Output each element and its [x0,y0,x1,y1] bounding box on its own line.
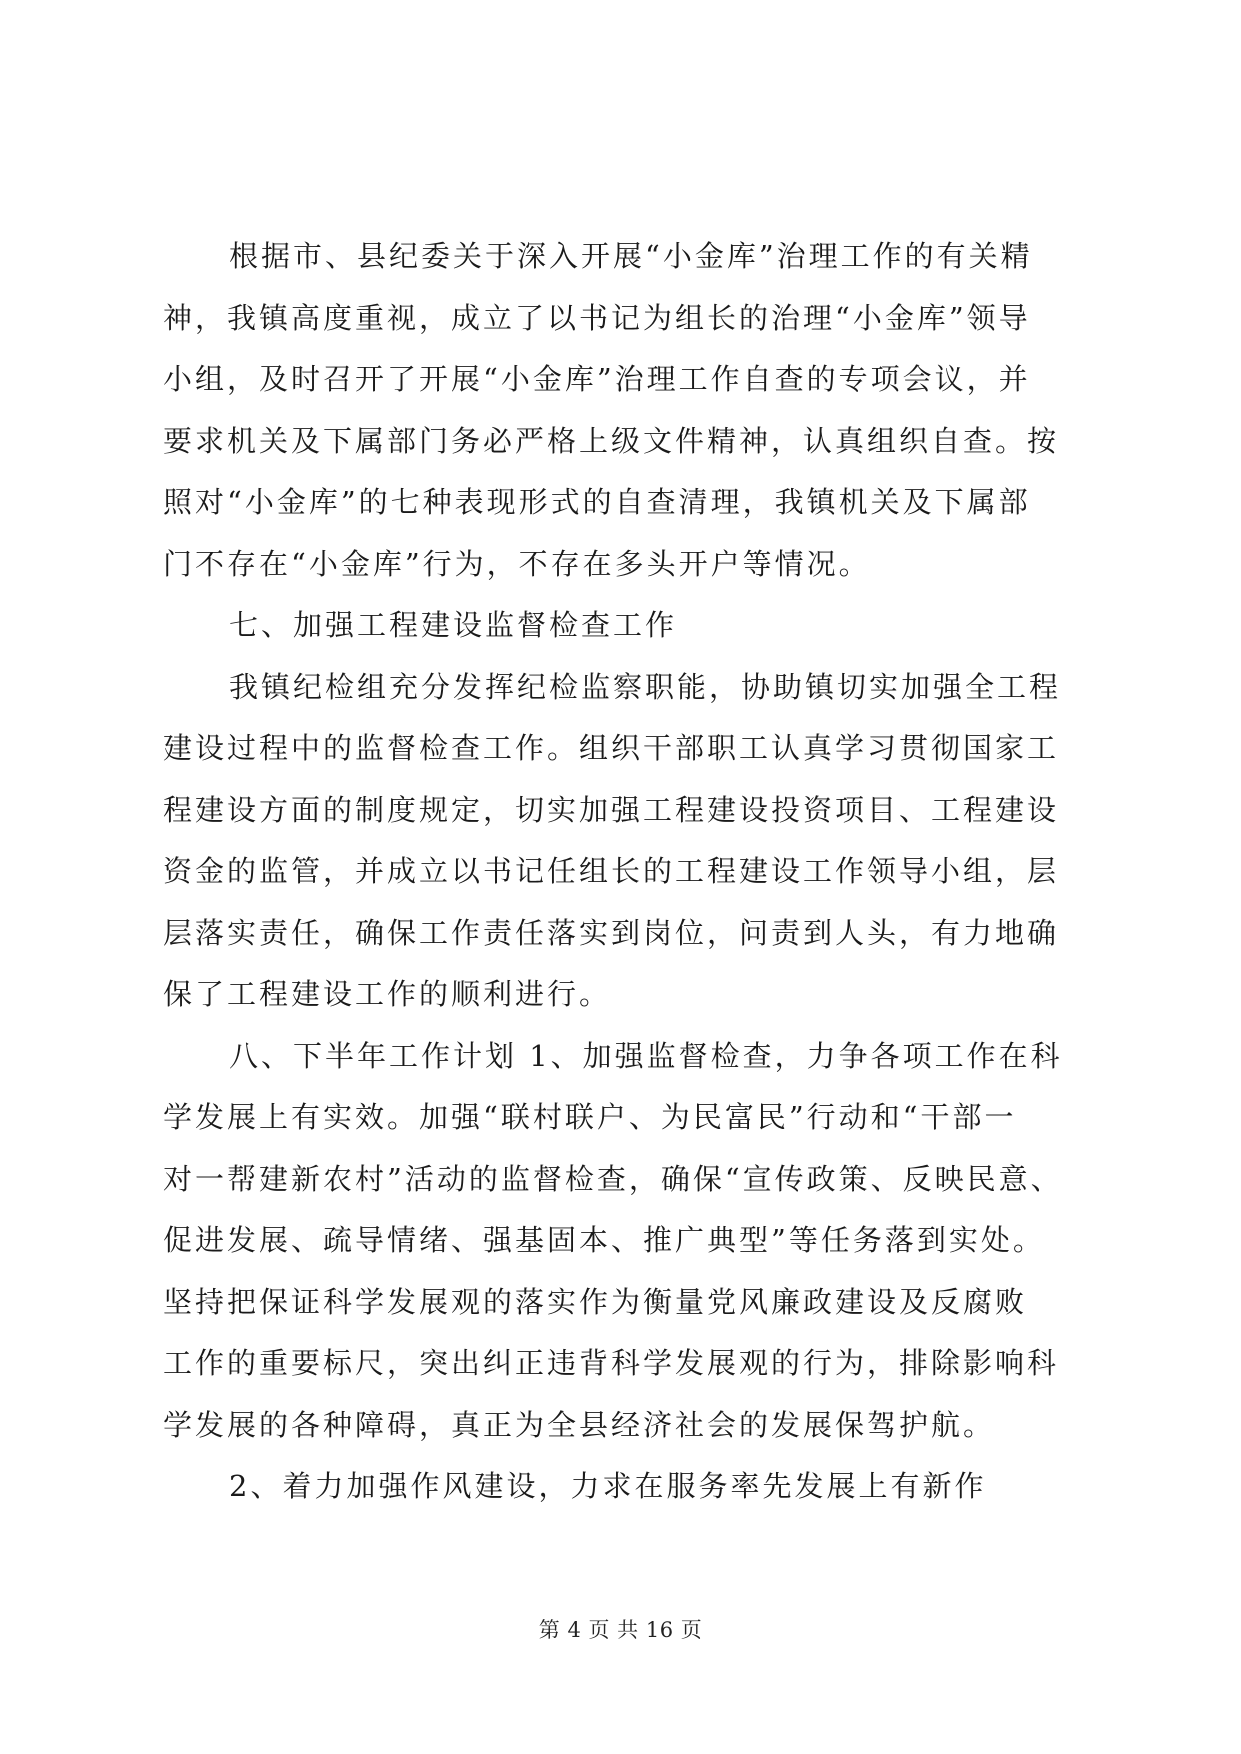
body-text-line: 资金的监管，并成立以书记任组长的工程建设工作领导小组，层 [163,854,1060,888]
page-footer: 第 4 页 共 16 页 [538,1618,703,1642]
body-text-line: 神，我镇高度重视，成立了以书记为组长的治理“小金库”领导 [163,300,1031,335]
body-text-line: 七、加强工程建设监督检查工作 [229,608,678,642]
body-text-line: 对一帮建新农村”活动的监督检查，确保“宣传政策、反映民意、 [163,1161,1063,1196]
body-text-line: 2、着力加强作风建设，力求在服务率先发展上有新作 [229,1469,987,1503]
body-text-line: 八、下半年工作计划 1、加强监督检查，力争各项工作在科 [229,1038,1063,1073]
body-text-line: 照对“小金库”的七种表现形式的自查清理，我镇机关及下属部 [163,485,1031,519]
body-text-line: 保了工程建设工作的顺利进行。 [163,977,612,1011]
document-body [163,226,1083,1518]
body-text-line: 门不存在“小金库”行为，不存在多头开户等情况。 [163,546,871,581]
body-text-line: 工作的重要标尺，突出纠正违背科学发展观的行为，排除影响科 [163,1346,1060,1380]
body-text-line: 建设过程中的监督检查工作。组织干部职工认真学习贯彻国家工 [163,731,1060,765]
body-text-line: 我镇纪检组充分发挥纪检监察职能，协助镇切实加强全工程 [229,669,1062,704]
body-text-line: 坚持把保证科学发展观的落实作为衡量党风廉政建设及反腐败 [163,1284,1028,1319]
body-text-line: 学发展上有实效。加强“联村联户、为民富民”行动和“干部一 [163,1100,1017,1134]
body-text-line: 促进发展、疏导情绪、强基固本、推广典型”等任务落到实处。 [163,1223,1045,1257]
body-text-line: 要求机关及下属部门务必严格上级文件精神，认真组织自查。按 [163,423,1060,458]
body-text-line: 层落实责任，确保工作责任落实到岗位，问责到人头，有力地确 [163,915,1060,950]
body-text-line: 学发展的各种障碍，真正为全县经济社会的发展保驾护航。 [163,1407,996,1442]
body-text-line: 小组，及时召开了开展“小金库”治理工作自查的专项会议，并 [163,362,1031,396]
body-text-line: 根据市、县纪委关于深入开展“小金库”治理工作的有关精 [229,239,1033,273]
body-text-line: 程建设方面的制度规定，切实加强工程建设投资项目、工程建设 [163,792,1060,827]
